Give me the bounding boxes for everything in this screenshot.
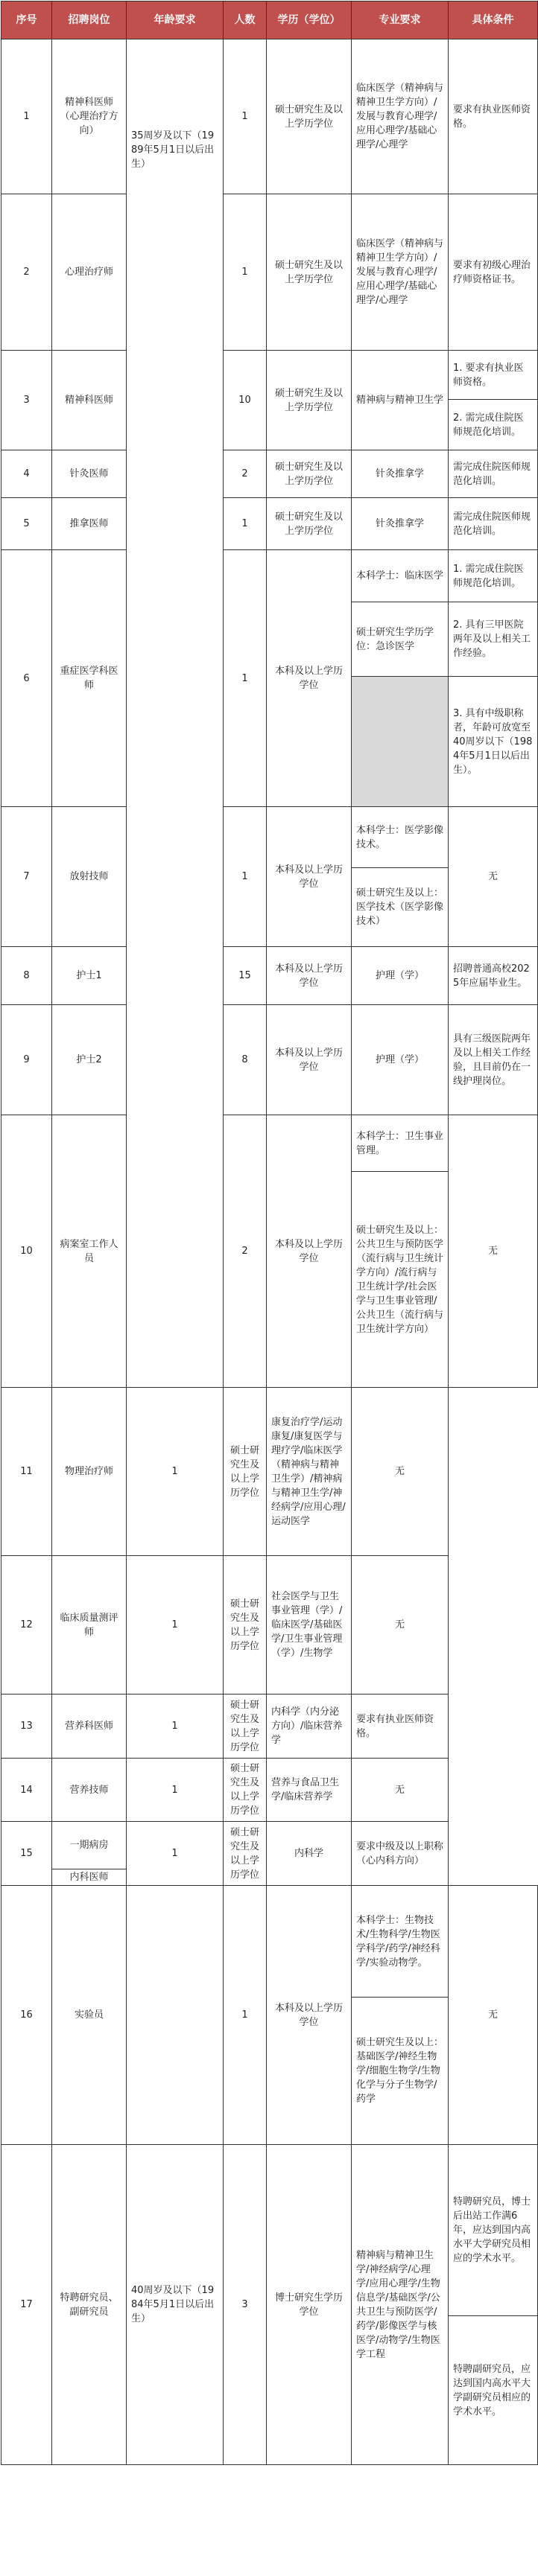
post-cell: 重症医学科医师 (52, 550, 127, 807)
major-cell: 精神病与精神卫生学/神经病学/心理学/应用心理学/生物信息学/基础医学/公共卫生与预防医学/药学/影像医学与核医学/动物学/生物医学工程 (352, 2145, 449, 2465)
major-cell: 护理（学） (352, 947, 449, 1005)
col-header-post: 招聘岗位 (52, 1, 127, 39)
post-cell: 物理治疗师 (52, 1388, 127, 1556)
post-cell: 放射技师 (52, 807, 127, 947)
major-cell: 社会医学与卫生事业管理（学）/临床医学/基础医学/卫生事业管理（学）/生物学 (267, 1556, 352, 1695)
post-cell: 营养技师 (52, 1759, 127, 1822)
count-cell: 1 (224, 807, 267, 947)
post-cell: 精神科医师（心理治疗方向） (52, 39, 127, 194)
conditions-cell: 具有三级医院两年及以上相关工作经验，且目前仍在一线护理岗位。 (449, 1005, 538, 1115)
age-cell: 35周岁及以下（1989年5月1日以后出生） (127, 39, 224, 1388)
row-number: 1 (1, 39, 52, 194)
table-row (1, 1695, 538, 1759)
row-number: 4 (1, 450, 52, 498)
count-cell: 8 (224, 1005, 267, 1115)
count-cell: 3 (224, 2145, 267, 2465)
education-cell: 本科及以上学历学位 (267, 550, 352, 807)
count-cell: 1 (224, 498, 267, 550)
education-cell: 本科及以上学历学位 (267, 1886, 352, 2145)
post-cell: 实验员 (52, 1886, 127, 2145)
table-row (1, 2145, 538, 2316)
count-cell: 2 (224, 1115, 267, 1388)
major-cell: 硕士研究生及以上：公共卫生与预防医学（流行病与卫生统计学方向）/流行病与卫生统计学/社会医学与卫生事业管理/公共卫生（流行病与卫生统计学方向） (352, 1172, 449, 1388)
conditions-cell: 1. 要求有执业医师资格。 (449, 351, 538, 400)
education-cell: 硕士研究生及以上学历学位 (267, 194, 352, 351)
major-cell: 本科学士：临床医学 (352, 550, 449, 602)
major-cell: 临床医学（精神病与精神卫生学方向）/发展与教育心理学/应用心理学/基础心理学/心理学 (352, 39, 449, 194)
major-cell: 内科学 (267, 1822, 352, 1886)
education-cell: 本科及以上学历学位 (267, 947, 352, 1005)
post-cell: 营养科医师 (52, 1695, 127, 1759)
major-cell: 本科学士：生物技术/生物科学/生物医学科学/药学/神经科学/实验动物学。 (352, 1886, 449, 1998)
table-row (1, 39, 538, 194)
row-number: 11 (1, 1388, 52, 1556)
col-header-count: 人数 (224, 1, 267, 39)
education-cell: 硕士研究生及以上学历学位 (224, 1695, 267, 1759)
major-cell: 临床医学（精神病与精神卫生学方向）/发展与教育心理学/应用心理学/基础心理学/心理学 (352, 194, 449, 351)
post-cell: 病案室工作人员 (52, 1115, 127, 1388)
table-row (1, 1556, 538, 1695)
col-header-education: 学历（学位） (267, 1, 352, 39)
conditions-cell: 特聘研究员，博士后出站工作满6年，应达到国内高水平大学研究员相应的学术水平。 (449, 2145, 538, 2316)
count-cell: 1 (224, 1886, 267, 2145)
table-row (1, 1388, 538, 1556)
table-row (1, 1822, 538, 1869)
table-row (1, 1005, 538, 1115)
major-cell: 护理（学） (352, 1005, 449, 1115)
conditions-cell: 无 (449, 1115, 538, 1388)
conditions-cell: 2. 需完成住院医师规范化培训。 (449, 400, 538, 450)
conditions-cell: 需完成住院医师规范化培训。 (449, 498, 538, 550)
conditions-cell: 无 (352, 1388, 449, 1556)
conditions-cell: 无 (449, 1886, 538, 2145)
major-cell: 硕士研究生及以上：基础医学/神经生物学/细胞生物学/生物化学与分子生物学/药学 (352, 1998, 449, 2145)
count-cell: 1 (127, 1388, 224, 1556)
major-cell: 本科学士：卫生事业管理。 (352, 1115, 449, 1172)
row-number: 10 (1, 1115, 52, 1388)
post-cell: 特聘研究员、副研究员 (52, 2145, 127, 2465)
education-cell: 硕士研究生及以上学历学位 (224, 1556, 267, 1695)
post-cell: 内科医师 (52, 1869, 127, 1886)
count-cell: 2 (224, 450, 267, 498)
table-row (1, 498, 538, 550)
age-cell-empty (127, 1886, 224, 2145)
conditions-cell: 无 (352, 1759, 449, 1822)
table-row (1, 450, 538, 498)
count-cell: 1 (127, 1759, 224, 1822)
col-header-no: 序号 (1, 1, 52, 39)
row-number: 15 (1, 1822, 52, 1886)
conditions-cell: 要求有初级心理治疗师资格证书。 (449, 194, 538, 351)
row-number: 13 (1, 1695, 52, 1759)
education-cell: 硕士研究生及以上学历学位 (224, 1822, 267, 1886)
conditions-cell: 1. 需完成住院医师规范化培训。 (449, 550, 538, 602)
header-row (1, 1, 538, 39)
count-cell: 1 (127, 1556, 224, 1695)
education-cell: 硕士研究生及以上学历学位 (224, 1388, 267, 1556)
post-cell: 护士2 (52, 1005, 127, 1115)
major-cell: 营养与食品卫生学/临床营养学 (267, 1759, 352, 1822)
row-number: 16 (1, 1886, 52, 2145)
col-header-major: 专业要求 (352, 1, 449, 39)
count-cell: 1 (224, 39, 267, 194)
education-cell: 硕士研究生及以上学历学位 (267, 351, 352, 450)
row-number: 5 (1, 498, 52, 550)
table-row (1, 1886, 538, 1998)
row-number: 9 (1, 1005, 52, 1115)
education-cell: 博士研究生学历学位 (267, 2145, 352, 2465)
major-cell: 康复治疗学/运动康复/康复医学与理疗学/临床医学（精神病与精神卫生学）/精神病与精神卫生学/神经病学/应用心理/运动医学 (267, 1388, 352, 1556)
empty-shaded-cell (352, 677, 449, 807)
count-cell: 1 (127, 1822, 224, 1886)
post-cell: 一期病房 (52, 1822, 127, 1869)
table-row (1, 351, 538, 400)
conditions-cell: 3. 具有中级职称者，年龄可放宽至40周岁以下（1984年5月1日以后出生）。 (449, 677, 538, 807)
education-cell: 硕士研究生及以上学历学位 (267, 450, 352, 498)
major-cell: 硕士研究生学历学位：急诊医学 (352, 602, 449, 677)
row-number: 14 (1, 1759, 52, 1822)
major-cell: 针灸推拿学 (352, 498, 449, 550)
table-row (1, 947, 538, 1005)
table-row (1, 1115, 538, 1172)
recruitment-table (1, 1, 538, 2465)
conditions-cell: 需完成住院医师规范化培训。 (449, 450, 538, 498)
conditions-cell: 2. 具有三甲医院两年及以上相关工作经验。 (449, 602, 538, 677)
row-number: 6 (1, 550, 52, 807)
post-cell: 针灸医师 (52, 450, 127, 498)
major-cell: 针灸推拿学 (352, 450, 449, 498)
row-number: 17 (1, 2145, 52, 2465)
table-row (1, 807, 538, 868)
count-cell: 1 (224, 194, 267, 351)
major-cell: 本科学士：医学影像技术。 (352, 807, 449, 868)
major-cell: 硕士研究生及以上：医学技术（医学影像技术） (352, 868, 449, 947)
col-header-age: 年龄要求 (127, 1, 224, 39)
count-cell: 15 (224, 947, 267, 1005)
col-header-conditions: 具体条件 (449, 1, 538, 39)
education-cell: 本科及以上学历学位 (267, 1115, 352, 1388)
conditions-cell: 招聘普通高校2025年应届毕业生。 (449, 947, 538, 1005)
count-cell: 1 (127, 1695, 224, 1759)
conditions-cell: 无 (352, 1556, 449, 1695)
row-number: 3 (1, 351, 52, 450)
post-cell: 护士1 (52, 947, 127, 1005)
row-number: 12 (1, 1556, 52, 1695)
row-number: 2 (1, 194, 52, 351)
major-cell: 精神病与精神卫生学 (352, 351, 449, 450)
education-cell: 硕士研究生及以上学历学位 (267, 39, 352, 194)
conditions-cell: 要求有执业医师资格。 (352, 1695, 449, 1759)
education-cell: 本科及以上学历学位 (267, 807, 352, 947)
conditions-cell: 特聘副研究员，应达到国内高水平大学副研究员相应的学术水平。 (449, 2316, 538, 2465)
post-cell: 临床质量测评师 (52, 1556, 127, 1695)
conditions-cell: 无 (449, 807, 538, 947)
table-row (1, 1759, 538, 1822)
education-cell: 本科及以上学历学位 (267, 1005, 352, 1115)
post-cell: 精神科医师 (52, 351, 127, 450)
age-cell: 40周岁及以下（1984年5月1日以后出生） (127, 2145, 224, 2465)
conditions-cell: 要求有执业医师资格。 (449, 39, 538, 194)
post-cell: 推拿医师 (52, 498, 127, 550)
education-cell: 硕士研究生及以上学历学位 (267, 498, 352, 550)
count-cell: 1 (224, 550, 267, 807)
post-cell: 心理治疗师 (52, 194, 127, 351)
major-cell: 内科学（内分泌方向）/临床营养学 (267, 1695, 352, 1759)
table-row (1, 194, 538, 351)
count-cell: 10 (224, 351, 267, 450)
conditions-cell: 要求中级及以上职称（心内科方向） (352, 1822, 449, 1886)
education-cell: 硕士研究生及以上学历学位 (224, 1759, 267, 1822)
table-row (1, 550, 538, 602)
row-number: 8 (1, 947, 52, 1005)
row-number: 7 (1, 807, 52, 947)
